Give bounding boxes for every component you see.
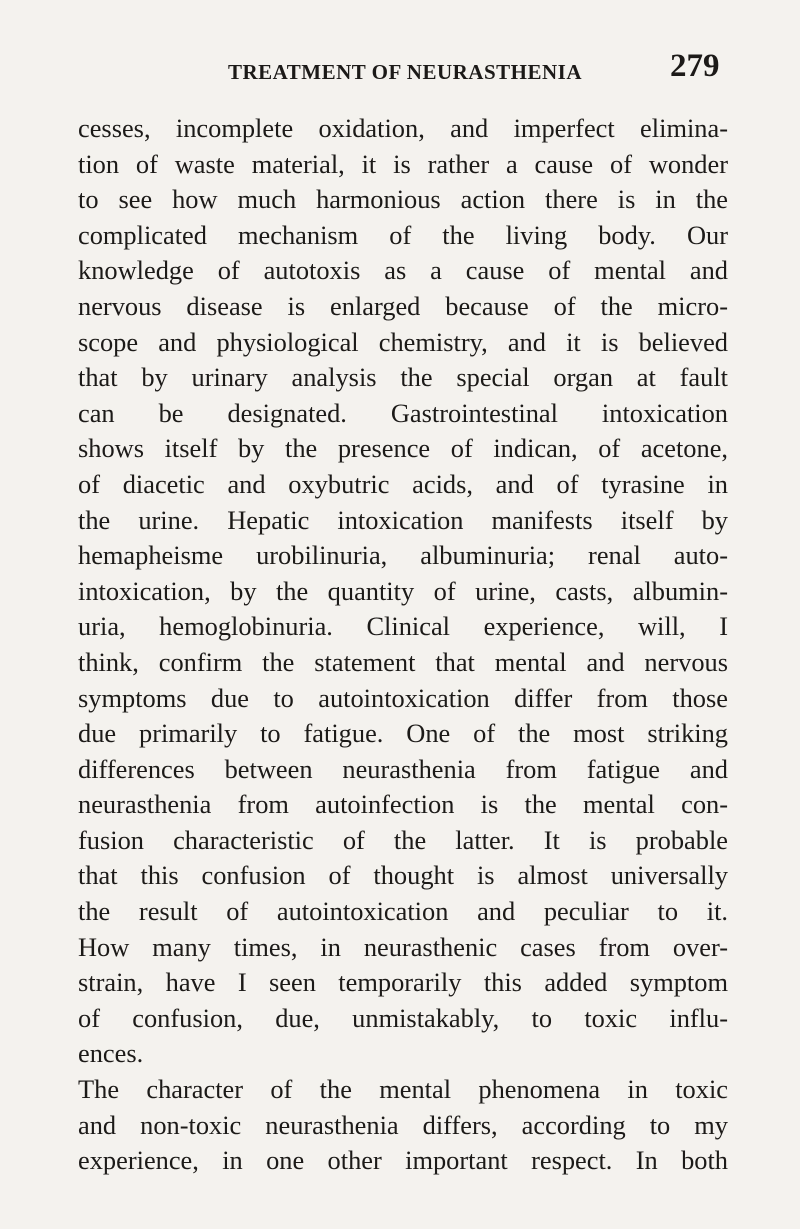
text-line: tion of waste material, it is rather a cause of wonder xyxy=(78,148,728,179)
text-line: think, confirm the statement that mental and nervous xyxy=(78,646,728,677)
text-line: How many times, in neurasthenic cases from over- xyxy=(78,931,728,962)
text-line: nervous disease is enlarged because of the micro- xyxy=(78,290,728,321)
text-line: strain, have I seen temporarily this added symptom xyxy=(78,967,728,998)
text-line: of diacetic and oxybutric acids, and of tyrasine in xyxy=(78,468,728,499)
text-line: intoxication, by the quantity of urine, casts, albumin- xyxy=(78,575,728,606)
text-line: that this confusion of thought is almost universally xyxy=(78,860,728,891)
text-line: to see how much harmonious action there is in the xyxy=(78,184,728,215)
text-line: hemapheisme urobilinuria, albuminuria; renal auto- xyxy=(78,540,728,571)
text-line: knowledge of autotoxis as a cause of mental and xyxy=(78,255,728,286)
text-line: fusion characteristic of the latter. It is probable xyxy=(78,824,728,855)
text-line: The character of the mental phenomena in toxic xyxy=(78,1074,728,1105)
text-line: scope and physiological chemistry, and it is believed xyxy=(78,326,728,357)
text-line: complicated mechanism of the living body. Our xyxy=(78,219,728,250)
text-line: experience, in one other important respect. In both xyxy=(78,1145,728,1176)
text-line: uria, hemoglobinuria. Clinical experience, will, I xyxy=(78,611,728,642)
text-line: and non-toxic neurasthenia differs, according to my xyxy=(78,1109,728,1140)
page-number: 279 xyxy=(670,48,720,84)
text-line: differences between neurasthenia from fatigue and xyxy=(78,753,728,784)
body-text xyxy=(78,111,728,1179)
text-line: ences. xyxy=(78,1038,144,1069)
text-line: of confusion, due, unmistakably, to toxic influ- xyxy=(78,1002,728,1033)
running-head: TREATMENT OF NEURASTHENIA xyxy=(228,60,582,84)
text-line: the urine. Hepatic intoxication manifests itself by xyxy=(78,504,728,535)
text-line: shows itself by the presence of indican, of acetone, xyxy=(78,433,728,464)
text-line: neurasthenia from autoinfection is the mental con- xyxy=(78,789,728,820)
text-line: the result of autointoxication and peculiar to it. xyxy=(78,896,728,927)
text-line: that by urinary analysis the special organ at fault xyxy=(78,362,728,393)
text-line: due primarily to fatigue. One of the most striking xyxy=(78,718,728,749)
text-line: can be designated. Gastrointestinal intoxication xyxy=(78,397,728,428)
text-line: cesses, incomplete oxidation, and imperfect elimina- xyxy=(78,113,728,143)
text-line: symptoms due to autointoxication differ from those xyxy=(78,682,728,713)
